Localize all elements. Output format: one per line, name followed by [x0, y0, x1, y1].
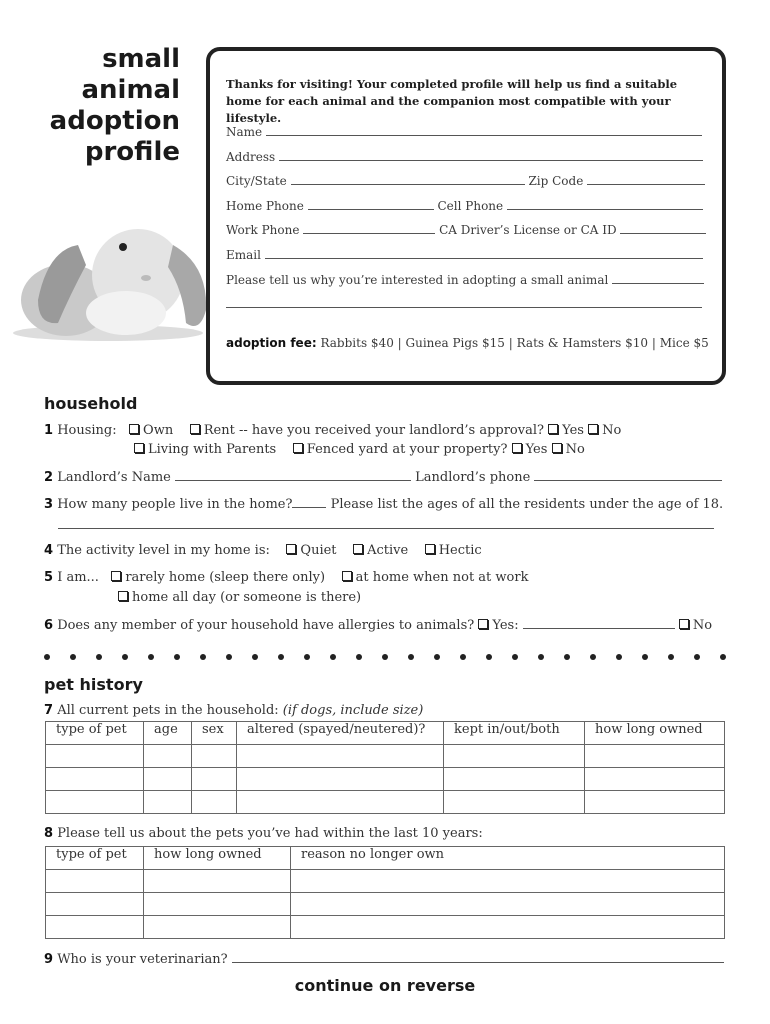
dotted-divider: [44, 654, 726, 660]
question-6: 6 Does any member of your household have allergies to animals? Yes: No: [44, 618, 713, 633]
table-header-row: [46, 847, 725, 870]
allergy-no-checkbox[interactable]: [679, 619, 689, 629]
question-8: 8 Please tell us about the pets you’ve had within the last 10 years:: [44, 826, 483, 841]
at-home-checkbox[interactable]: [342, 571, 352, 581]
intro-text: Thanks for visiting! Your completed profile will help us find a suitable home for each animal and the companion most compatible with your lifestyle.: [226, 77, 678, 125]
approval-no-checkbox[interactable]: [588, 424, 598, 434]
continue-on-reverse: continue on reverse: [294, 976, 476, 995]
q3-answer-line[interactable]: [58, 528, 714, 529]
table-row[interactable]: [46, 745, 725, 768]
rabbit-illustration: [8, 205, 208, 345]
table-header: age: [144, 722, 192, 745]
email-field[interactable]: Email: [226, 247, 703, 262]
table-header: how long owned: [585, 722, 725, 745]
past-pets-table: [45, 846, 725, 939]
table-row[interactable]: [46, 893, 725, 916]
table-header: kept in/out/both: [444, 722, 585, 745]
hectic-checkbox[interactable]: [425, 544, 435, 554]
rent-checkbox[interactable]: [190, 424, 200, 434]
why-field-line[interactable]: [226, 296, 702, 308]
question-9[interactable]: 9 Who is your veterinarian?: [44, 951, 724, 967]
question-3[interactable]: 3 How many people live in the home? Please list the ages of all the residents under the age of 18.: [44, 497, 724, 512]
table-header: how long owned: [144, 847, 291, 870]
question-7: 7 All current pets in the household: (if dogs, include size): [44, 703, 424, 718]
address-field[interactable]: Address: [226, 149, 703, 164]
question-5-line2: home all day (or someone is there): [118, 590, 361, 605]
phone-fields[interactable]: Home Phone Cell Phone: [226, 198, 703, 213]
fenced-checkbox[interactable]: [293, 443, 303, 453]
question-4: 4 The activity level in my home is: Quiet Active Hectic: [44, 543, 482, 558]
rarely-home-checkbox[interactable]: [111, 571, 121, 581]
table-row[interactable]: [46, 791, 725, 814]
question-1-line2: Living with Parents Fenced yard at your property? Yes No: [134, 442, 585, 457]
active-checkbox[interactable]: [353, 544, 363, 554]
table-row[interactable]: [46, 768, 725, 791]
question-2[interactable]: 2 Landlord’s Name Landlord’s phone: [44, 469, 722, 485]
household-heading: household: [44, 394, 138, 413]
table-header: altered (spayed/neutered)?: [237, 722, 444, 745]
table-header: sex: [192, 722, 237, 745]
current-pets-table: [45, 721, 725, 814]
work-license-fields[interactable]: Work Phone CA Driver’s License or CA ID: [226, 222, 706, 237]
allergy-detail-line[interactable]: [523, 617, 675, 629]
fenced-yes-checkbox[interactable]: [512, 443, 522, 453]
fenced-no-checkbox[interactable]: [552, 443, 562, 453]
living-parents-checkbox[interactable]: [134, 443, 144, 453]
table-header-row: [46, 722, 725, 745]
home-all-day-checkbox[interactable]: [118, 591, 128, 601]
own-checkbox[interactable]: [129, 424, 139, 434]
page-title: small animal adoption profile: [49, 44, 180, 167]
pet-history-heading: pet history: [44, 675, 143, 694]
approval-yes-checkbox[interactable]: [548, 424, 558, 434]
allergy-yes-checkbox[interactable]: [478, 619, 488, 629]
quiet-checkbox[interactable]: [286, 544, 296, 554]
adoption-fee: adoption fee: Rabbits $40 | Guinea Pigs $15 | Rats & Hamsters $10 | Mice $5: [226, 336, 709, 350]
table-row[interactable]: [46, 870, 725, 893]
name-field[interactable]: Name: [226, 124, 702, 139]
question-5: 5 I am... rarely home (sleep there only) at home when not at work: [44, 570, 529, 585]
table-row[interactable]: [46, 916, 725, 939]
why-field[interactable]: Please tell us why you’re interested in adopting a small animal: [226, 272, 704, 287]
question-1: 1 Housing: Own Rent -- have you received your landlord’s approval? Yes No: [44, 423, 622, 438]
table-header: reason no longer own: [291, 847, 725, 870]
city-state-field[interactable]: City/State Zip Code: [226, 173, 705, 188]
table-header: type of pet: [46, 847, 144, 870]
table-header: type of pet: [46, 722, 144, 745]
